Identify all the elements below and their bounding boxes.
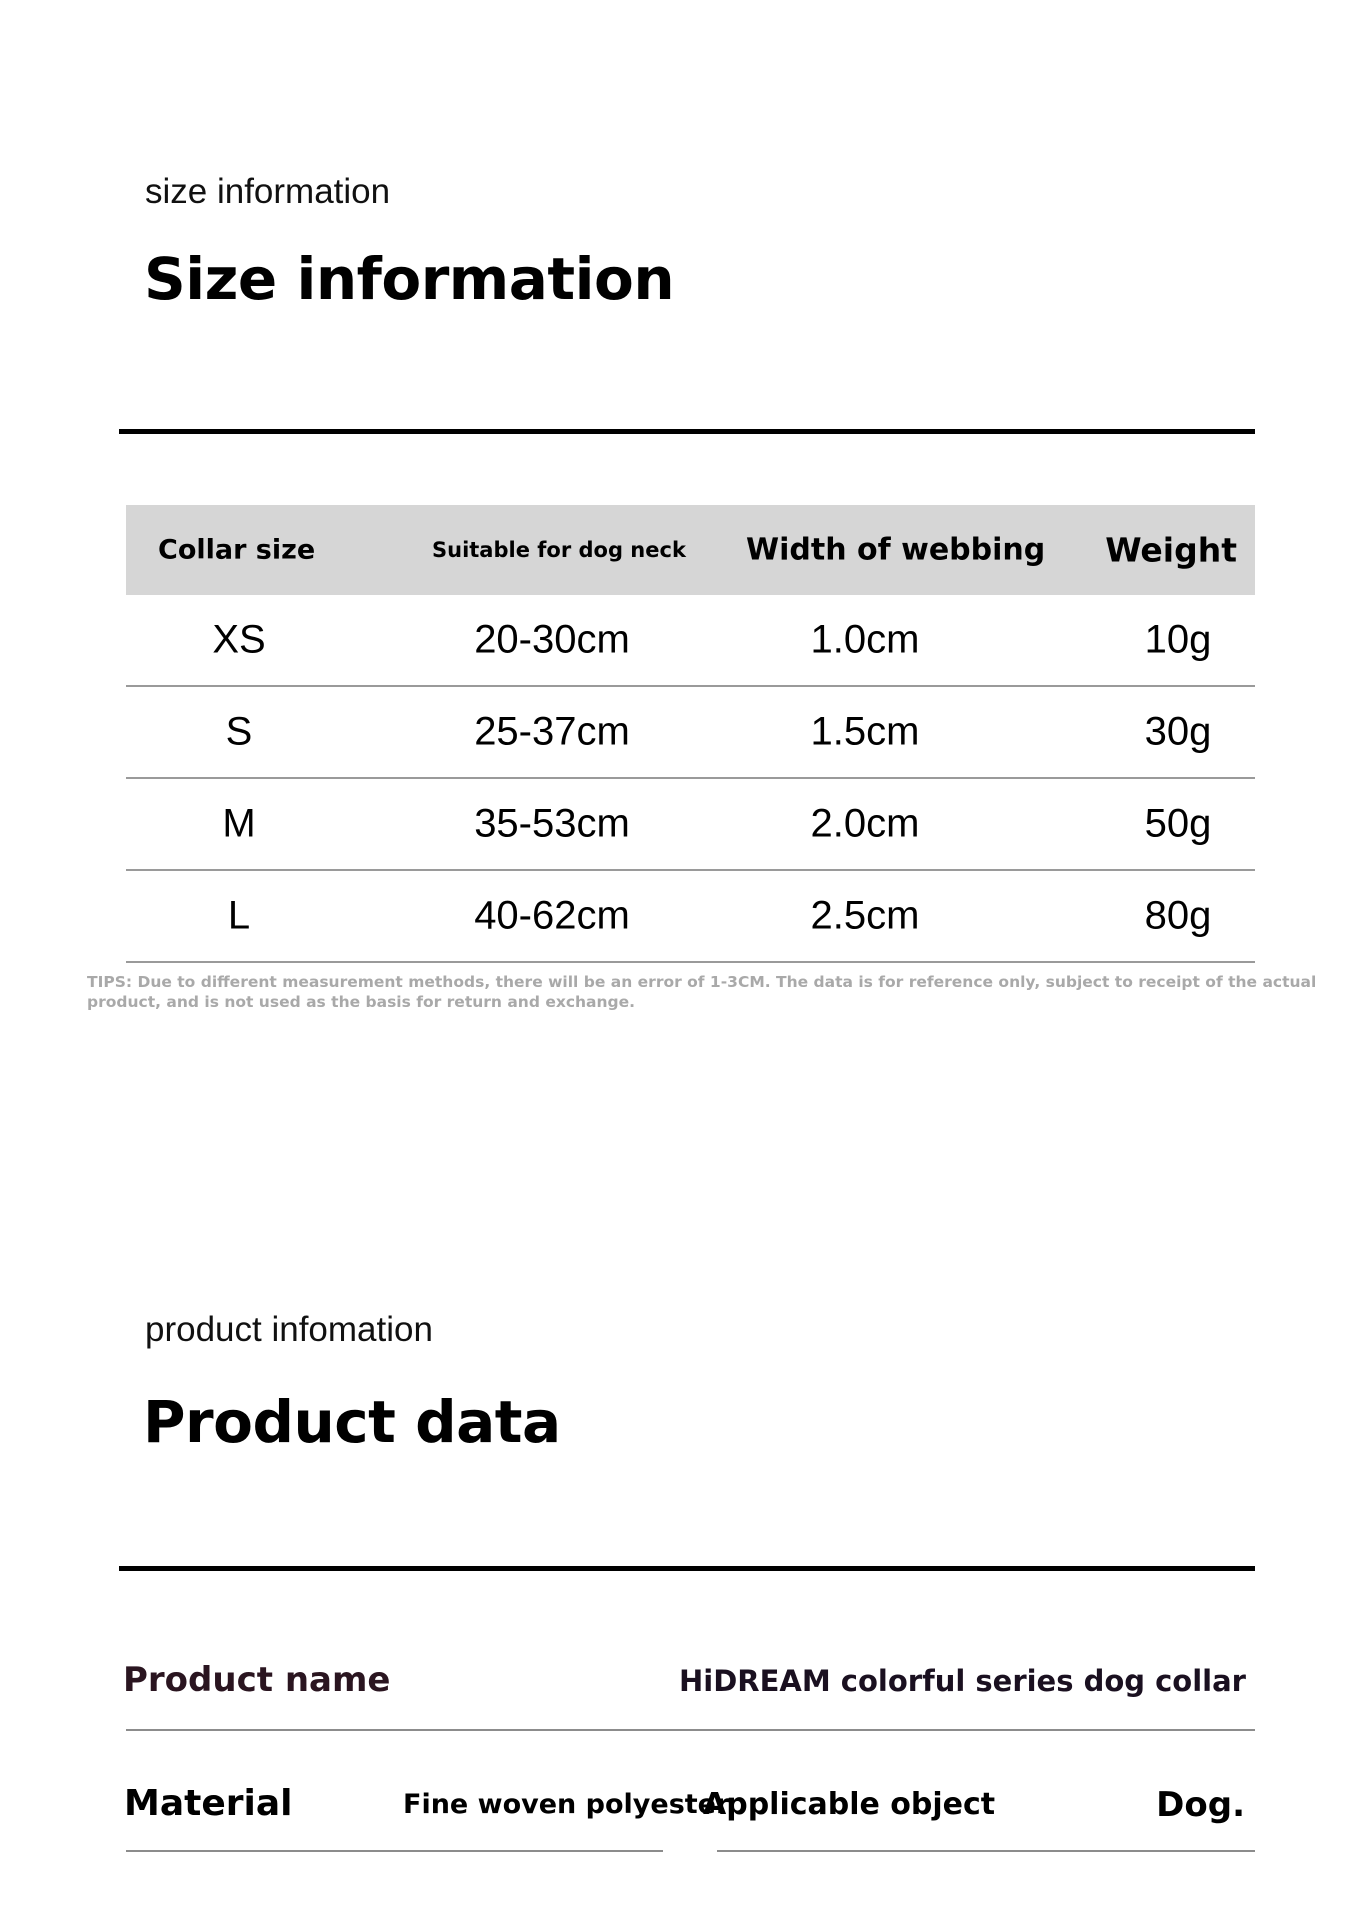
header-weight: Weight [1105,530,1237,570]
applicable-object-divider [717,1850,1255,1852]
cell-webbing: 2.5cm [810,893,920,938]
size-table [126,505,1255,963]
size-section-heading: Size information [144,245,675,313]
header-webbing-width: Width of webbing [746,532,1046,568]
table-row [126,779,1255,871]
cell-size: XS [212,617,266,662]
cell-neck: 35-53cm [474,801,630,846]
cell-webbing: 1.5cm [810,709,920,754]
product-name-label: Product name [123,1660,391,1700]
cell-weight: 80g [1144,893,1212,938]
product-name-value: HiDREAM colorful series dog collar [678,1664,1246,1698]
table-row [126,871,1255,963]
product-section-heading: Product data [143,1388,561,1456]
table-row [126,687,1255,779]
size-section-kicker: size information [145,172,391,211]
cell-size: S [225,709,253,754]
product-name-divider [126,1729,1255,1731]
size-table-header [126,505,1255,595]
table-row [126,595,1255,687]
measurement-tips: TIPS: Due to different measurement methods, there will be an error of 1-3CM. The data is for reference only, subject to receipt of the actual product, and is not used as the basis for return and exchange. [87,973,1317,1011]
cell-neck: 40-62cm [474,893,630,938]
applicable-object-label: Applicable object [703,1787,996,1822]
cell-size: M [222,801,256,846]
cell-neck: 25-37cm [474,709,630,754]
material-label: Material [124,1783,293,1824]
size-section-divider [119,429,1255,434]
cell-weight: 30g [1144,709,1212,754]
cell-size: L [227,893,251,938]
product-section-kicker: product infomation [145,1310,433,1349]
header-collar-size: Collar size [158,534,316,566]
product-section-divider [119,1566,1255,1571]
header-dog-neck: Suitable for dog neck [432,538,686,562]
cell-weight: 10g [1144,617,1212,662]
cell-webbing: 1.0cm [810,617,920,662]
cell-weight: 50g [1144,801,1212,846]
material-divider [126,1850,663,1852]
cell-webbing: 2.0cm [810,801,920,846]
applicable-object-value: Dog. [1156,1785,1245,1825]
cell-neck: 20-30cm [474,617,630,662]
material-value: Fine woven polyester [403,1789,730,1820]
